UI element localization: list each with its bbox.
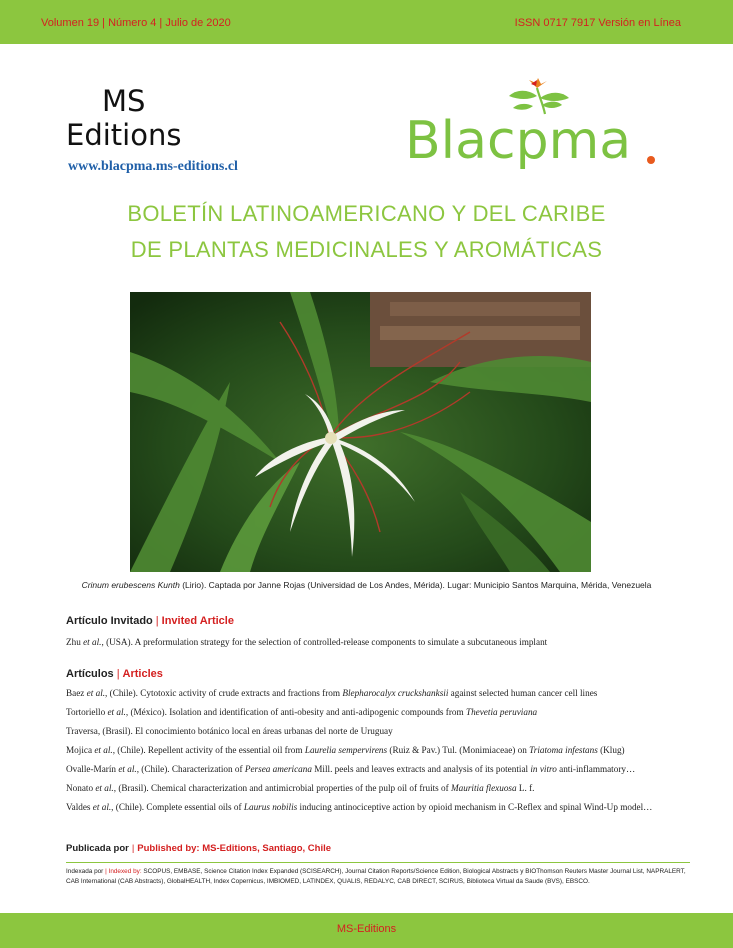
indexed-by: [66, 867, 694, 888]
indexed-label-en: Indexed by:: [108, 868, 142, 875]
article-entry[interactable]: [66, 745, 625, 755]
entry-title: , (Brasil). El conocimiento botánico local en áreas urbanas del norte de Uruguay: [97, 726, 393, 736]
entry-title-mid: Mill. peels and leaves extracts and analysis of its potential: [311, 764, 531, 774]
footer-publisher: MS-Editions: [336, 923, 397, 935]
entry-species: Laurus nobilis: [243, 802, 298, 812]
site-url-link[interactable]: www.blacpma.ms-editions.cl: [68, 159, 238, 174]
entry-etal: et al.: [93, 783, 114, 793]
invited-label-en: Invited Article: [161, 615, 234, 627]
entry-title: , (Chile). Cytotoxic activity of crude extracts and fractions from: [105, 688, 343, 698]
entry-species: Mauritia flexuosa: [451, 783, 517, 793]
entry-author: Valdes: [66, 802, 91, 812]
invited-article-heading: [66, 615, 234, 627]
ms-logo-line1: MS: [102, 84, 146, 118]
entry-title: , (Chile). Complete essential oils of: [111, 802, 244, 812]
entry-title: , (USA). A preformulation strategy for the selection of controlled-release components to simulate a subcutaneous implant: [101, 637, 548, 647]
entry-title-end: L. f.: [516, 783, 535, 793]
entry-title-end: inducing antinociceptive action by opioid mechanism in C-Reflex and spinal Wind-Up model…: [297, 802, 653, 812]
top-banner: [0, 0, 733, 44]
entry-etal: et al.: [105, 707, 126, 717]
issue-info: Volumen 19 | Número 4 | Julio de 2020: [41, 17, 231, 29]
entry-author: Tortoriello: [66, 707, 106, 717]
invited-label-es: Artículo Invitado: [66, 615, 153, 627]
articles-label-en: Articles: [122, 668, 163, 680]
published-separator: |: [131, 843, 135, 854]
blacpma-logo: [405, 78, 660, 170]
flower-icon: [509, 78, 569, 114]
ms-logo-line2: Editions: [66, 118, 182, 152]
entry-author: Zhu: [66, 637, 81, 647]
entry-title: , (Chile). Repellent activity of the essential oil from: [112, 745, 305, 755]
entry-italic-term: in vitro: [530, 764, 557, 774]
invited-separator: |: [155, 615, 159, 627]
entry-author: Baez: [66, 688, 85, 698]
entry-author: Nonato: [66, 783, 94, 793]
articles-heading: [66, 668, 163, 680]
cover-photo: [130, 292, 591, 572]
entry-etal: et al.: [84, 688, 106, 698]
published-label-es: Publicada por: [66, 843, 129, 854]
entry-author: Ovalle-Marín: [66, 764, 117, 774]
entry-title-end: (Klug): [597, 745, 625, 755]
photo-caption: [0, 580, 733, 590]
divider: [66, 862, 690, 863]
caption-text: (Lirio). Captada por Janne Rojas (Universidad de Los Andes, Mérida). Lugar: Municipio Santos Marquina, Mérida, Venezuela: [179, 580, 652, 590]
published-label-en: Published by: MS-Editions, Santiago, Chile: [137, 843, 332, 854]
entry-etal: et al.: [90, 802, 112, 812]
article-entry[interactable]: [66, 726, 393, 736]
entry-title: , (Chile). Characterization of: [136, 764, 245, 774]
indexed-separator: |: [105, 868, 107, 875]
entry-title: , (México). Isolation and identification of anti-obesity and anti-adipogenic compounds from: [125, 707, 466, 717]
entry-title-end: against selected human cancer cell lines: [448, 688, 598, 698]
entry-title-end: anti-inflammatory…: [556, 764, 636, 774]
entry-etal: et al.: [80, 637, 102, 647]
entry-species-2: Triatoma infestans: [529, 745, 598, 755]
journal-title-line2: DE PLANTAS MEDICINALES Y AROMÁTICAS: [130, 237, 603, 262]
entry-etal: et al.: [92, 745, 113, 755]
bottom-banner: [0, 913, 733, 948]
indexed-label-es: Indexada por: [66, 868, 104, 875]
entry-species: Blepharocalyx cruckshanksii: [342, 688, 449, 698]
blacpma-wordmark: Blacpma: [405, 111, 632, 170]
article-entry[interactable]: [66, 802, 652, 812]
entry-species: Laurelia sempervirens: [304, 745, 388, 755]
indexed-list: SCOPUS, EMBASE, Science Citation Index Expanded (SCISEARCH), Journal Citation Reports/Science Edition, Biological Abstracts y BIOThomson Reuters Master Journal List, NAPRALERT, CAB International (CAB Abstracts), GlobalHEALTH, Index Copernicus, IMBIOMED, LATINDEX, QUALIS, REDALYC, CAB DIRECT, SCIRUS, Biblioteca Virtual da Saude (BVS), EBSCO.: [66, 868, 686, 886]
caption-species: Crinum erubescens Kunth: [81, 580, 180, 590]
logo-dot: [647, 156, 655, 164]
article-entry[interactable]: [66, 783, 534, 793]
issn-info: ISSN 0717 7917 Versión en Línea: [514, 17, 681, 29]
article-entry[interactable]: [66, 764, 635, 774]
entry-title: , (Brasil). Chemical characterization and antimicrobial properties of the pulp oil of fruits of: [113, 783, 451, 793]
article-entry[interactable]: [66, 688, 597, 698]
article-entry[interactable]: [66, 707, 537, 717]
entry-author: Mojica: [66, 745, 93, 755]
articles-separator: |: [116, 668, 120, 680]
entry-etal: et al.: [116, 764, 137, 774]
entry-author: Traversa: [66, 726, 98, 736]
invited-article-entry[interactable]: [66, 637, 547, 647]
journal-title-line1: BOLETÍN LATINOAMERICANO Y DEL CARIBE: [127, 201, 606, 226]
articles-label-es: Artículos: [66, 668, 114, 680]
entry-species: Persea americana: [244, 764, 312, 774]
entry-title-mid: (Ruiz & Pav.) Tul. (Monimiaceae) on: [387, 745, 530, 755]
entry-species: Thevetia peruviana: [465, 707, 538, 717]
published-by: [66, 843, 331, 854]
